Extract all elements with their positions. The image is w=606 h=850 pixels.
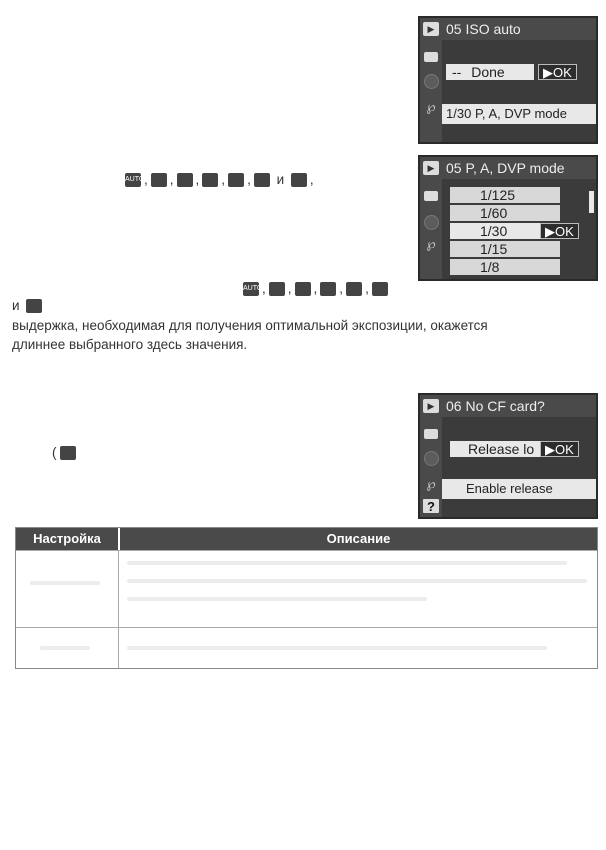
table-cell (119, 628, 597, 668)
done-value: -- (452, 64, 462, 80)
setup-menu-icon[interactable]: ℘ (426, 99, 436, 114)
shutter-option[interactable]: 1/15 (450, 241, 560, 257)
setting-label: P, A, DVP mode (474, 106, 567, 121)
landscape-icon (177, 173, 193, 187)
playback-menu-icon[interactable]: ▶ (423, 399, 439, 413)
ok-button[interactable]: ▶OK (540, 223, 579, 239)
header-setting: Настройка (16, 528, 120, 550)
done-option[interactable] (446, 64, 534, 80)
settings-table (15, 527, 598, 669)
table-header (16, 528, 597, 550)
shutter-option[interactable]: 1/60 (450, 205, 560, 221)
portrait-icon (151, 173, 167, 187)
table-row (16, 550, 597, 627)
scene-icons-line-1: AUTO, , , , , и , (125, 172, 314, 187)
conjunction: и (276, 172, 285, 187)
menu-title: 05 ISO auto (442, 18, 596, 40)
faint-text (30, 581, 100, 585)
table-cell (119, 551, 597, 627)
help-icon[interactable]: ? (423, 499, 439, 513)
night-portrait-icon (26, 299, 42, 313)
table-cell (16, 628, 119, 668)
shutter-option[interactable]: 1/8 (450, 259, 560, 275)
menu-title: 05 P, A, DVP mode (442, 157, 596, 179)
release-lock-option[interactable]: Release lo (450, 441, 540, 457)
enable-release-option[interactable]: Enable release (442, 479, 596, 499)
close-up-icon (320, 282, 336, 296)
shutter-option-selected[interactable]: 1/30 (450, 223, 540, 239)
setting-row[interactable] (442, 104, 596, 124)
ok-button[interactable]: ▶OK (538, 64, 577, 80)
portrait-icon (269, 282, 285, 296)
faint-text (127, 561, 567, 565)
ok-button[interactable]: ▶OK (540, 441, 579, 457)
table-cell (16, 551, 119, 627)
body-text-line-2: длиннее выбранного здесь значения. (12, 337, 248, 352)
night-landscape-icon (372, 282, 388, 296)
faint-text (40, 646, 90, 650)
shooting-menu-icon[interactable] (423, 50, 439, 64)
close-up-reference (52, 443, 79, 463)
shooting-menu-icon[interactable] (423, 427, 439, 441)
paren: ( (52, 445, 57, 460)
menu-title: 06 No CF card? (442, 395, 596, 417)
shutter-option[interactable]: 1/125 (450, 187, 560, 203)
scrollbar[interactable] (589, 191, 594, 213)
close-up-icon (60, 446, 76, 460)
done-label: Done (471, 64, 505, 80)
faint-text (127, 579, 587, 583)
shooting-menu-icon[interactable] (423, 189, 439, 203)
setup-menu-icon[interactable]: ℘ (426, 236, 436, 251)
landscape-icon (295, 282, 311, 296)
no-cf-card-screen (418, 393, 598, 519)
table-row (16, 627, 597, 668)
playback-menu-icon[interactable]: ▶ (423, 161, 439, 175)
night-landscape-icon (254, 173, 270, 187)
setup-menu-icon[interactable]: ℘ (426, 476, 436, 491)
sports-icon (346, 282, 362, 296)
conjunction-line (12, 296, 45, 316)
faint-text (127, 597, 427, 601)
custom-settings-icon[interactable] (423, 451, 439, 465)
close-up-icon (202, 173, 218, 187)
custom-settings-icon[interactable] (423, 215, 439, 229)
auto-mode-icon: AUTO (125, 173, 141, 187)
sports-icon (228, 173, 244, 187)
auto-mode-icon: AUTO (243, 282, 259, 296)
setting-value: 1/30 (446, 106, 472, 121)
iso-auto-screen (418, 16, 598, 144)
faint-text (127, 646, 547, 650)
custom-settings-icon[interactable] (423, 74, 439, 88)
header-description: Описание (326, 531, 391, 546)
scene-icons-line-2: AUTO, , , , , (240, 279, 391, 299)
conjunction: и (12, 298, 20, 313)
pad-mode-screen (418, 155, 598, 281)
playback-menu-icon[interactable]: ▶ (423, 22, 439, 36)
night-portrait-icon (291, 173, 307, 187)
body-text-line-1: выдержка, необходимая для получения оптимальной экспозиции, окажется (12, 318, 488, 333)
